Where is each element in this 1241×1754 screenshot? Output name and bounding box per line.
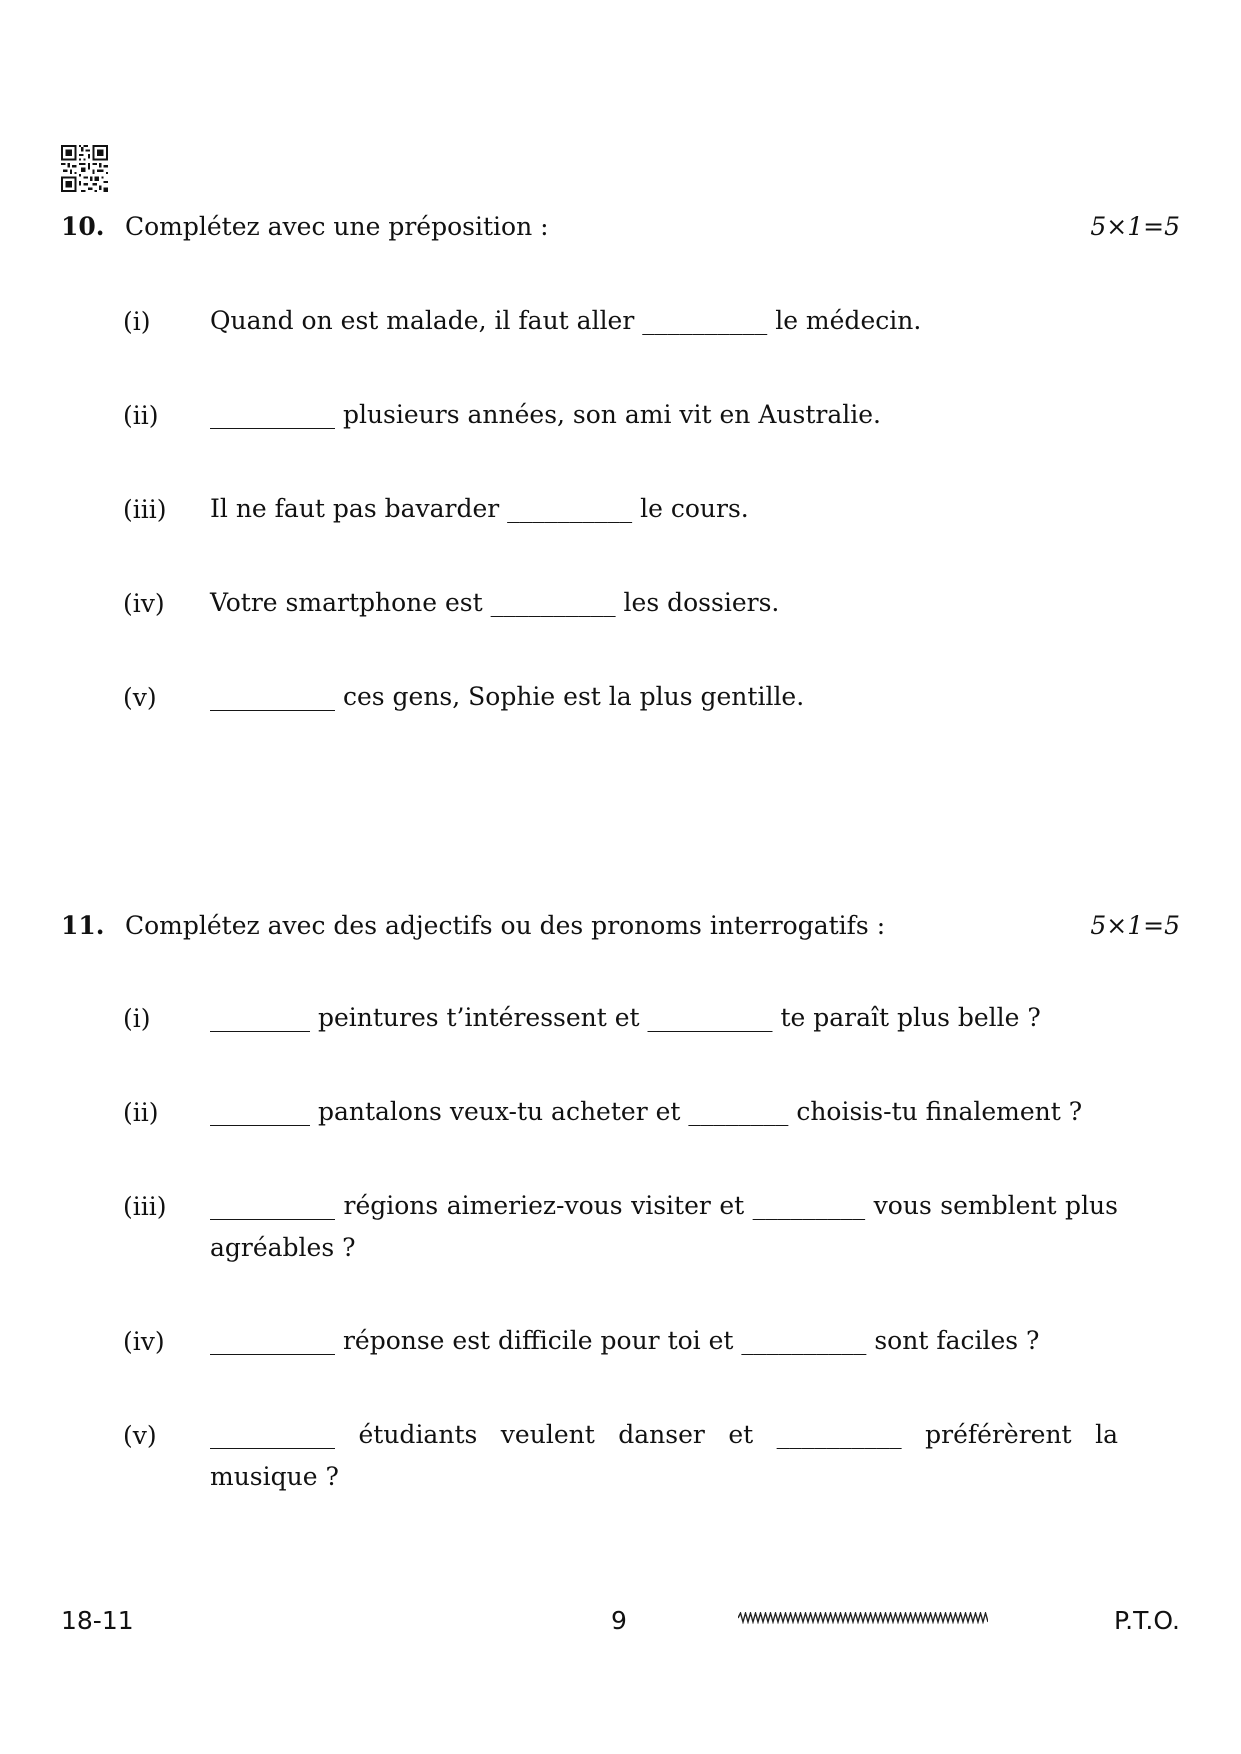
question-title: Complétez avec des adjectifs ou des pronoms interrogatifs :	[125, 911, 886, 940]
item-text: __________ plusieurs années, son ami vit en Australie.	[210, 400, 881, 429]
item-label: (v)	[123, 1421, 157, 1450]
question-number: 10.	[61, 212, 105, 241]
page-number: 9	[611, 1606, 627, 1635]
item-text: ________ peintures t’intéressent et __________ te paraît plus belle ?	[210, 1003, 1041, 1032]
paper-code: 18-11	[61, 1606, 134, 1635]
item-label: (i)	[123, 307, 151, 336]
pto-label: P.T.O.	[1114, 1606, 1180, 1635]
item-label: (ii)	[123, 1098, 159, 1127]
item-text: Il ne faut pas bavarder __________ le cours.	[210, 494, 749, 523]
item-text: __________ réponse est difficile pour toi et __________ sont faciles ?	[210, 1326, 1040, 1355]
item-text: ________ pantalons veux-tu acheter et ________ choisis-tu finalement ?	[210, 1097, 1083, 1126]
question-title: Complétez avec une préposition :	[125, 212, 549, 241]
item-label: (ii)	[123, 401, 159, 430]
question-number: 11.	[61, 911, 105, 940]
item-text: Votre smartphone est __________ les dossiers.	[210, 588, 780, 617]
question-marks: 5×1=5	[1090, 911, 1180, 940]
item-text: Quand on est malade, il faut aller __________ le médecin.	[210, 306, 922, 335]
item-label: (iii)	[123, 495, 167, 524]
item-label: (iv)	[123, 589, 165, 618]
item-label: (iv)	[123, 1327, 165, 1356]
item-text: __________ régions aimeriez-vous visiter et _________ vous semblent plus agréables ?	[210, 1191, 1118, 1262]
qr-code-icon	[61, 145, 108, 192]
item-label: (i)	[123, 1004, 151, 1033]
item-text: __________ étudiants veulent danser et __________ préférèrent la musique ?	[210, 1420, 1118, 1491]
question-marks: 5×1=5	[1090, 212, 1180, 241]
wavy-line-icon	[738, 1612, 988, 1624]
item-label: (v)	[123, 683, 157, 712]
item-label: (iii)	[123, 1192, 167, 1221]
item-text: __________ ces gens, Sophie est la plus gentille.	[210, 682, 805, 711]
